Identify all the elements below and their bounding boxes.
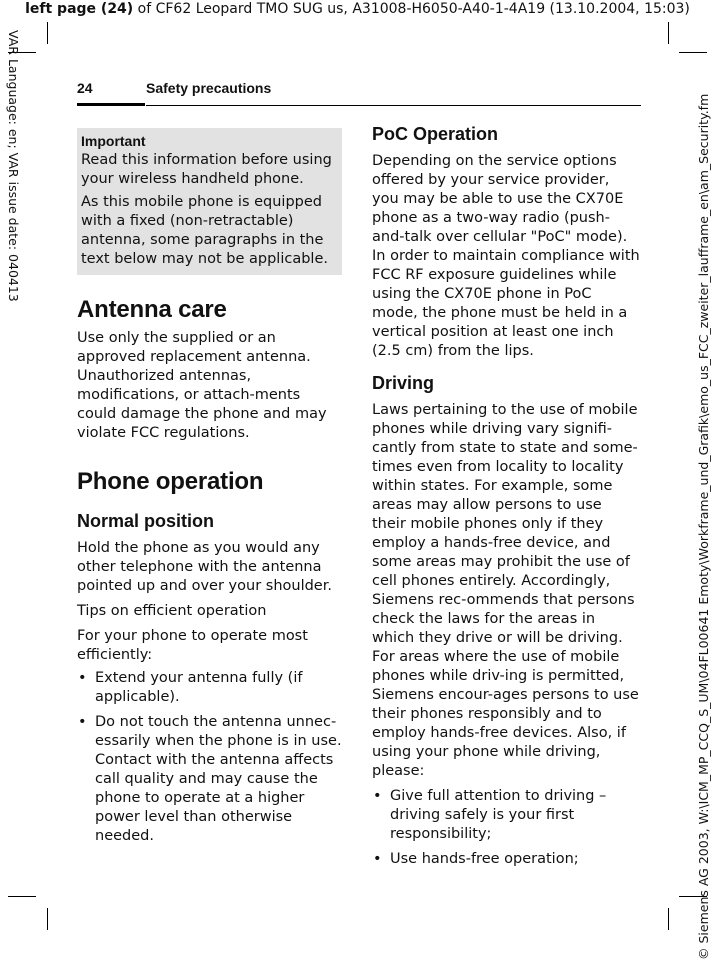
page-number: 24 bbox=[77, 80, 93, 96]
crop-mark bbox=[679, 52, 707, 53]
important-note bbox=[77, 128, 342, 275]
phone-operation-heading: Phone operation bbox=[77, 468, 264, 495]
poc-heading: PoC Operation bbox=[372, 124, 499, 144]
important-title: Important bbox=[81, 133, 146, 149]
crop-mark bbox=[668, 908, 669, 930]
normal-position-heading: Normal position bbox=[77, 511, 215, 531]
poc-text: Depending on the service options offered by your service provider, you may be able to use the CX70E phone as a two-way radio (push-and-talk over cellular "PoC" mode). In order to maintain compliance with FCC RF exposure guidelines while using the CX70E phone in PoC mode, the phone must be held in a vertical position at least one inch (2.5 cm) from the lips. bbox=[372, 153, 640, 359]
print-header-info: of CF62 Leopard TMO SUG us, A31008-H6050-A40-1-4A19 (13.10.2004, 15:03) bbox=[133, 1, 690, 17]
crop-mark bbox=[668, 22, 669, 44]
antenna-care-heading: Antenna care bbox=[77, 296, 227, 323]
important-text-1: Read this information before using your wireless handheld phone. bbox=[81, 152, 332, 187]
side-note-right bbox=[696, 60, 714, 960]
driving-text: Laws pertaining to the use of mobile phones while driving vary signifi-cantly from state to state and some-times even from locality to locality within states. For example, some areas may allow persons to use their mobile phones only if they employ a hands-free device, and some areas may prohibit the use of cell phones entirely. Accordingly, Siemens rec-ommends that persons check the laws for the areas in which they drive or will be driving. For areas where the use of mobile phones while driv-ing is permitted, Siemens encour-ages persons to use their phones responsibly and to employ hands-free devices. Also, if using your phone while driving, please: bbox=[372, 402, 639, 779]
list-item: • Extend your antenna fully (if applicable). bbox=[77, 669, 342, 707]
list-item: • Use hands-free operation; bbox=[372, 850, 640, 869]
side-note-left bbox=[5, 30, 23, 300]
crop-mark bbox=[8, 896, 36, 897]
crop-mark bbox=[47, 22, 48, 44]
print-header bbox=[0, 0, 715, 22]
crop-mark bbox=[47, 908, 48, 930]
operation-tips-list bbox=[77, 669, 342, 846]
driving-tips-list bbox=[372, 787, 640, 869]
side-note-right-text: © Siemens AG 2003, W:\ICM_MP_CCQ_S_UM\04FL00641 Emoty\Workframe_und_Grafik\emo_us_FCC_zweiter_laufframe_en\am_Security.fm bbox=[696, 93, 711, 960]
normal-position-text: Hold the phone as you would any other telephone with the antenna pointed up and over your shoulder. bbox=[77, 540, 332, 594]
antenna-care-text: Use only the supplied or an approved replacement antenna. Unauthorized antennas, modifications, or attach-ments could damage the phone and may violate FCC regulations. bbox=[77, 330, 327, 441]
header-rule bbox=[146, 105, 641, 106]
print-header-page: left page (24) bbox=[25, 1, 134, 17]
list-item: • Do not touch the antenna unnec-essarily when the phone is in use. Contact with the antenna affects call quality and may cause the phone to operate at a higher power level than otherwise needed. bbox=[77, 713, 342, 846]
section-title: Safety precautions bbox=[146, 80, 272, 96]
side-note-left-text: VAR Language: en; VAR issue date: 040413 bbox=[6, 30, 21, 302]
left-column bbox=[77, 128, 342, 846]
right-column bbox=[372, 122, 640, 869]
important-text-2: As this mobile phone is equipped with a fixed (non-retractable) antenna, some paragraphs in the text below may not be applicable. bbox=[81, 194, 328, 267]
header-rule-thick bbox=[77, 103, 145, 106]
tips-text: Tips on efficient operation bbox=[77, 603, 267, 619]
driving-heading: Driving bbox=[372, 373, 435, 393]
list-item: • Give full attention to driving – driving safely is your first responsibility; bbox=[372, 787, 640, 844]
efficiency-text: For your phone to operate most efficiently: bbox=[77, 628, 308, 663]
